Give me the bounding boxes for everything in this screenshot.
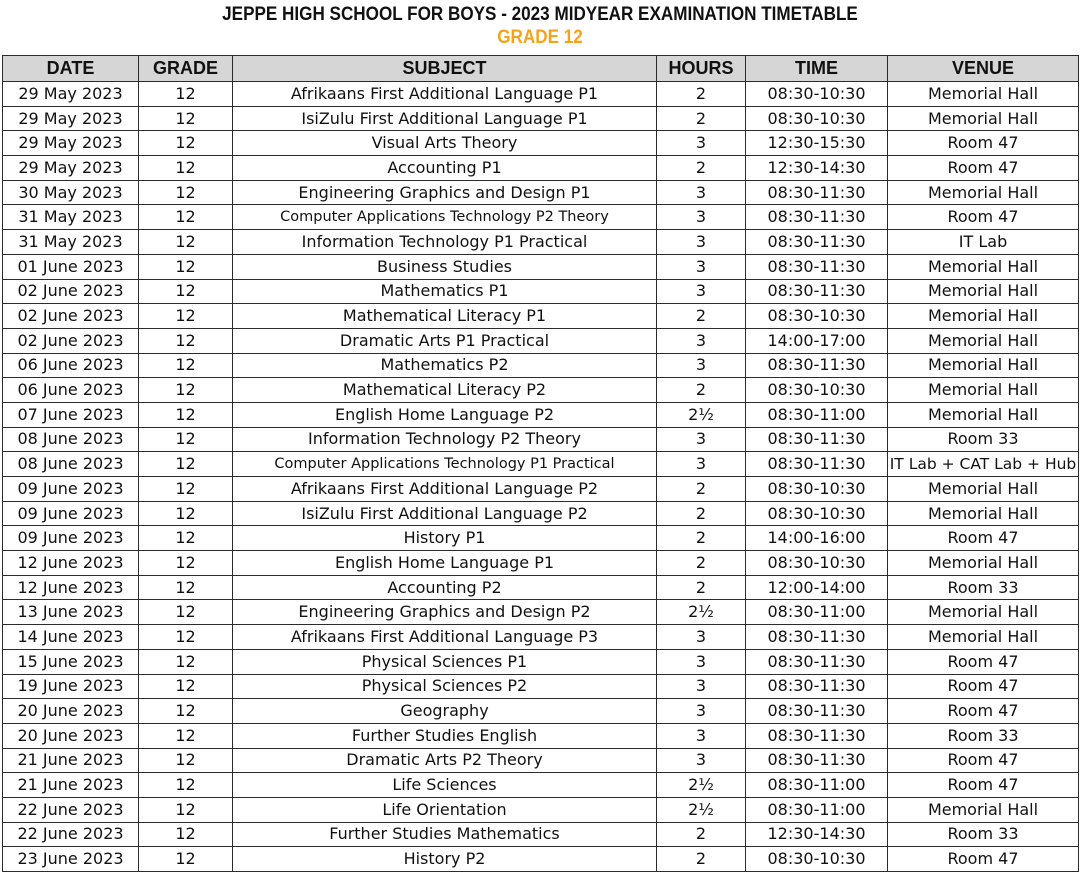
cell-time: 12:30-14:30: [746, 156, 888, 181]
cell-subject: Computer Applications Technology P2 Theory: [233, 205, 657, 230]
cell-subject: Further Studies English: [233, 723, 657, 748]
table-row: [3, 699, 1079, 724]
cell-date: 30 May 2023: [3, 180, 139, 205]
cell-venue: Room 33: [888, 822, 1079, 847]
cell-time: 08:30-10:30: [746, 501, 888, 526]
cell-time: 12:30-15:30: [746, 131, 888, 156]
cell-date: 22 June 2023: [3, 822, 139, 847]
cell-hours: 2: [657, 477, 746, 502]
cell-hours: 2½: [657, 797, 746, 822]
table-row: [3, 353, 1079, 378]
table-row: [3, 600, 1079, 625]
cell-time: 08:30-11:30: [746, 427, 888, 452]
table-row: [3, 625, 1079, 650]
cell-grade: 12: [139, 649, 233, 674]
cell-subject: Accounting P2: [233, 575, 657, 600]
cell-venue: Room 33: [888, 427, 1079, 452]
cell-time: 08:30-11:00: [746, 797, 888, 822]
cell-venue: Room 47: [888, 649, 1079, 674]
cell-grade: 12: [139, 575, 233, 600]
table-row: [3, 575, 1079, 600]
cell-subject: Dramatic Arts P2 Theory: [233, 748, 657, 773]
cell-date: 07 June 2023: [3, 402, 139, 427]
table-row: [3, 822, 1079, 847]
table-row: [3, 230, 1079, 255]
cell-date: 08 June 2023: [3, 427, 139, 452]
cell-subject: History P1: [233, 526, 657, 551]
cell-date: 09 June 2023: [3, 501, 139, 526]
table-row: [3, 205, 1079, 230]
cell-subject: Geography: [233, 699, 657, 724]
cell-hours: 3: [657, 748, 746, 773]
cell-venue: Memorial Hall: [888, 551, 1079, 576]
cell-venue: Room 47: [888, 131, 1079, 156]
cell-grade: 12: [139, 797, 233, 822]
cell-time: 08:30-10:30: [746, 847, 888, 872]
cell-time: 14:00-17:00: [746, 328, 888, 353]
table-row: [3, 526, 1079, 551]
cell-hours: 2: [657, 847, 746, 872]
cell-date: 06 June 2023: [3, 353, 139, 378]
cell-date: 29 May 2023: [3, 156, 139, 181]
cell-subject: Afrikaans First Additional Language P2: [233, 477, 657, 502]
cell-subject: Information Technology P2 Theory: [233, 427, 657, 452]
cell-date: 19 June 2023: [3, 674, 139, 699]
cell-hours: 3: [657, 353, 746, 378]
cell-date: 02 June 2023: [3, 328, 139, 353]
cell-hours: 2: [657, 575, 746, 600]
cell-venue: Memorial Hall: [888, 501, 1079, 526]
cell-date: 02 June 2023: [3, 304, 139, 329]
cell-venue: Room 47: [888, 699, 1079, 724]
table-header-row: [3, 56, 1079, 82]
timetable-table: [2, 55, 1079, 872]
cell-date: 20 June 2023: [3, 699, 139, 724]
cell-date: 14 June 2023: [3, 625, 139, 650]
cell-hours: 3: [657, 452, 746, 477]
cell-time: 08:30-11:30: [746, 748, 888, 773]
table-row: [3, 254, 1079, 279]
cell-subject: History P2: [233, 847, 657, 872]
cell-time: 08:30-10:30: [746, 82, 888, 107]
cell-venue: Room 47: [888, 847, 1079, 872]
cell-subject: Engineering Graphics and Design P1: [233, 180, 657, 205]
table-row: [3, 82, 1079, 107]
cell-hours: 3: [657, 254, 746, 279]
cell-grade: 12: [139, 279, 233, 304]
cell-date: 21 June 2023: [3, 748, 139, 773]
cell-subject: Dramatic Arts P1 Practical: [233, 328, 657, 353]
cell-venue: Room 47: [888, 156, 1079, 181]
cell-grade: 12: [139, 156, 233, 181]
cell-time: 08:30-11:30: [746, 452, 888, 477]
cell-hours: 3: [657, 230, 746, 255]
cell-subject: Business Studies: [233, 254, 657, 279]
cell-hours: 3: [657, 328, 746, 353]
cell-grade: 12: [139, 254, 233, 279]
cell-subject: Afrikaans First Additional Language P3: [233, 625, 657, 650]
cell-time: 08:30-11:30: [746, 674, 888, 699]
cell-hours: 2: [657, 106, 746, 131]
cell-date: 01 June 2023: [3, 254, 139, 279]
cell-grade: 12: [139, 773, 233, 798]
table-row: [3, 501, 1079, 526]
cell-hours: 3: [657, 625, 746, 650]
cell-time: 08:30-11:30: [746, 699, 888, 724]
cell-time: 08:30-10:30: [746, 304, 888, 329]
cell-venue: Memorial Hall: [888, 600, 1079, 625]
cell-subject: Further Studies Mathematics: [233, 822, 657, 847]
cell-venue: Memorial Hall: [888, 353, 1079, 378]
cell-hours: 3: [657, 427, 746, 452]
cell-hours: 3: [657, 723, 746, 748]
column-header-grade: GRADE: [139, 56, 233, 82]
cell-date: 09 June 2023: [3, 526, 139, 551]
table-row: [3, 452, 1079, 477]
cell-venue: Memorial Hall: [888, 378, 1079, 403]
cell-subject: Visual Arts Theory: [233, 131, 657, 156]
cell-grade: 12: [139, 427, 233, 452]
cell-subject: Engineering Graphics and Design P2: [233, 600, 657, 625]
cell-time: 14:00-16:00: [746, 526, 888, 551]
cell-venue: Room 33: [888, 575, 1079, 600]
cell-grade: 12: [139, 551, 233, 576]
column-header-subject: SUBJECT: [233, 56, 657, 82]
cell-grade: 12: [139, 131, 233, 156]
cell-subject: English Home Language P2: [233, 402, 657, 427]
cell-grade: 12: [139, 328, 233, 353]
cell-time: 08:30-10:30: [746, 106, 888, 131]
cell-grade: 12: [139, 106, 233, 131]
cell-subject: IsiZulu First Additional Language P2: [233, 501, 657, 526]
cell-time: 08:30-11:30: [746, 205, 888, 230]
cell-time: 08:30-11:30: [746, 254, 888, 279]
table-row: [3, 106, 1079, 131]
cell-hours: 3: [657, 674, 746, 699]
cell-time: 08:30-11:00: [746, 773, 888, 798]
cell-subject: Mathematical Literacy P2: [233, 378, 657, 403]
cell-time: 08:30-11:30: [746, 649, 888, 674]
cell-hours: 3: [657, 205, 746, 230]
table-row: [3, 797, 1079, 822]
cell-hours: 2½: [657, 402, 746, 427]
cell-venue: Room 33: [888, 723, 1079, 748]
cell-subject: Computer Applications Technology P1 Practical: [233, 452, 657, 477]
cell-time: 08:30-11:30: [746, 230, 888, 255]
table-row: [3, 748, 1079, 773]
table-body: [3, 82, 1079, 872]
cell-subject: Mathematical Literacy P1: [233, 304, 657, 329]
column-header-date: DATE: [3, 56, 139, 82]
cell-grade: 12: [139, 477, 233, 502]
cell-hours: 3: [657, 131, 746, 156]
cell-date: 15 June 2023: [3, 649, 139, 674]
cell-grade: 12: [139, 205, 233, 230]
cell-hours: 3: [657, 279, 746, 304]
column-header-hours: HOURS: [657, 56, 746, 82]
cell-hours: 3: [657, 649, 746, 674]
cell-hours: 2: [657, 501, 746, 526]
cell-time: 08:30-11:30: [746, 279, 888, 304]
table-row: [3, 180, 1079, 205]
table-row: [3, 723, 1079, 748]
cell-subject: Physical Sciences P1: [233, 649, 657, 674]
cell-hours: 2: [657, 304, 746, 329]
cell-date: 09 June 2023: [3, 477, 139, 502]
table-row: [3, 131, 1079, 156]
cell-date: 08 June 2023: [3, 452, 139, 477]
cell-time: 08:30-11:00: [746, 402, 888, 427]
cell-grade: 12: [139, 180, 233, 205]
cell-date: 29 May 2023: [3, 82, 139, 107]
cell-date: 02 June 2023: [3, 279, 139, 304]
cell-grade: 12: [139, 600, 233, 625]
cell-venue: Memorial Hall: [888, 279, 1079, 304]
cell-grade: 12: [139, 748, 233, 773]
cell-date: 06 June 2023: [3, 378, 139, 403]
cell-hours: 2½: [657, 600, 746, 625]
cell-date: 29 May 2023: [3, 106, 139, 131]
table-row: [3, 551, 1079, 576]
cell-venue: Memorial Hall: [888, 797, 1079, 822]
cell-grade: 12: [139, 452, 233, 477]
cell-time: 08:30-11:30: [746, 353, 888, 378]
cell-time: 08:30-11:30: [746, 180, 888, 205]
cell-venue: Room 47: [888, 773, 1079, 798]
cell-date: 31 May 2023: [3, 230, 139, 255]
cell-subject: English Home Language P1: [233, 551, 657, 576]
cell-hours: 2: [657, 82, 746, 107]
table-row: [3, 378, 1079, 403]
cell-time: 08:30-10:30: [746, 378, 888, 403]
cell-venue: IT Lab: [888, 230, 1079, 255]
cell-grade: 12: [139, 699, 233, 724]
cell-time: 12:00-14:00: [746, 575, 888, 600]
cell-venue: Memorial Hall: [888, 328, 1079, 353]
cell-venue: Memorial Hall: [888, 304, 1079, 329]
cell-hours: 3: [657, 699, 746, 724]
cell-grade: 12: [139, 501, 233, 526]
cell-venue: Room 47: [888, 526, 1079, 551]
cell-venue: Memorial Hall: [888, 106, 1079, 131]
cell-grade: 12: [139, 674, 233, 699]
cell-hours: 2: [657, 156, 746, 181]
cell-venue: Memorial Hall: [888, 477, 1079, 502]
table-row: [3, 304, 1079, 329]
cell-venue: Memorial Hall: [888, 82, 1079, 107]
cell-venue: Memorial Hall: [888, 180, 1079, 205]
cell-date: 20 June 2023: [3, 723, 139, 748]
column-header-venue: VENUE: [888, 56, 1079, 82]
cell-time: 12:30-14:30: [746, 822, 888, 847]
cell-grade: 12: [139, 847, 233, 872]
cell-venue: Memorial Hall: [888, 625, 1079, 650]
table-row: [3, 427, 1079, 452]
table-row: [3, 773, 1079, 798]
table-row: [3, 328, 1079, 353]
cell-venue: Room 47: [888, 748, 1079, 773]
page-subtitle: GRADE 12: [497, 27, 583, 48]
cell-grade: 12: [139, 625, 233, 650]
cell-hours: 3: [657, 180, 746, 205]
cell-date: 31 May 2023: [3, 205, 139, 230]
cell-grade: 12: [139, 526, 233, 551]
cell-grade: 12: [139, 230, 233, 255]
cell-date: 22 June 2023: [3, 797, 139, 822]
cell-grade: 12: [139, 353, 233, 378]
table-row: [3, 477, 1079, 502]
cell-subject: Life Sciences: [233, 773, 657, 798]
cell-date: 29 May 2023: [3, 131, 139, 156]
cell-time: 08:30-10:30: [746, 551, 888, 576]
table-row: [3, 279, 1079, 304]
cell-subject: Physical Sciences P2: [233, 674, 657, 699]
cell-venue: Memorial Hall: [888, 402, 1079, 427]
cell-subject: Life Orientation: [233, 797, 657, 822]
cell-grade: 12: [139, 402, 233, 427]
cell-subject: Accounting P1: [233, 156, 657, 181]
cell-time: 08:30-11:00: [746, 600, 888, 625]
cell-subject: IsiZulu First Additional Language P1: [233, 106, 657, 131]
cell-hours: 2: [657, 378, 746, 403]
cell-venue: Room 47: [888, 674, 1079, 699]
cell-grade: 12: [139, 304, 233, 329]
cell-venue: IT Lab + CAT Lab + Hub: [888, 452, 1079, 477]
cell-grade: 12: [139, 822, 233, 847]
cell-time: 08:30-11:30: [746, 625, 888, 650]
cell-time: 08:30-10:30: [746, 477, 888, 502]
cell-subject: Information Technology P1 Practical: [233, 230, 657, 255]
cell-date: 13 June 2023: [3, 600, 139, 625]
page-title: JEPPE HIGH SCHOOL FOR BOYS - 2023 MIDYEAR EXAMINATION TIMETABLE: [222, 4, 858, 25]
cell-hours: 2½: [657, 773, 746, 798]
cell-venue: Room 47: [888, 205, 1079, 230]
cell-subject: Mathematics P2: [233, 353, 657, 378]
cell-hours: 2: [657, 526, 746, 551]
cell-hours: 2: [657, 822, 746, 847]
cell-date: 12 June 2023: [3, 551, 139, 576]
cell-date: 12 June 2023: [3, 575, 139, 600]
column-header-time: TIME: [746, 56, 888, 82]
cell-hours: 2: [657, 551, 746, 576]
cell-grade: 12: [139, 723, 233, 748]
table-row: [3, 402, 1079, 427]
cell-grade: 12: [139, 82, 233, 107]
table-row: [3, 674, 1079, 699]
cell-venue: Memorial Hall: [888, 254, 1079, 279]
cell-date: 23 June 2023: [3, 847, 139, 872]
cell-time: 08:30-11:30: [746, 723, 888, 748]
table-row: [3, 847, 1079, 872]
table-row: [3, 649, 1079, 674]
cell-subject: Mathematics P1: [233, 279, 657, 304]
cell-date: 21 June 2023: [3, 773, 139, 798]
table-row: [3, 156, 1079, 181]
cell-grade: 12: [139, 378, 233, 403]
cell-subject: Afrikaans First Additional Language P1: [233, 82, 657, 107]
